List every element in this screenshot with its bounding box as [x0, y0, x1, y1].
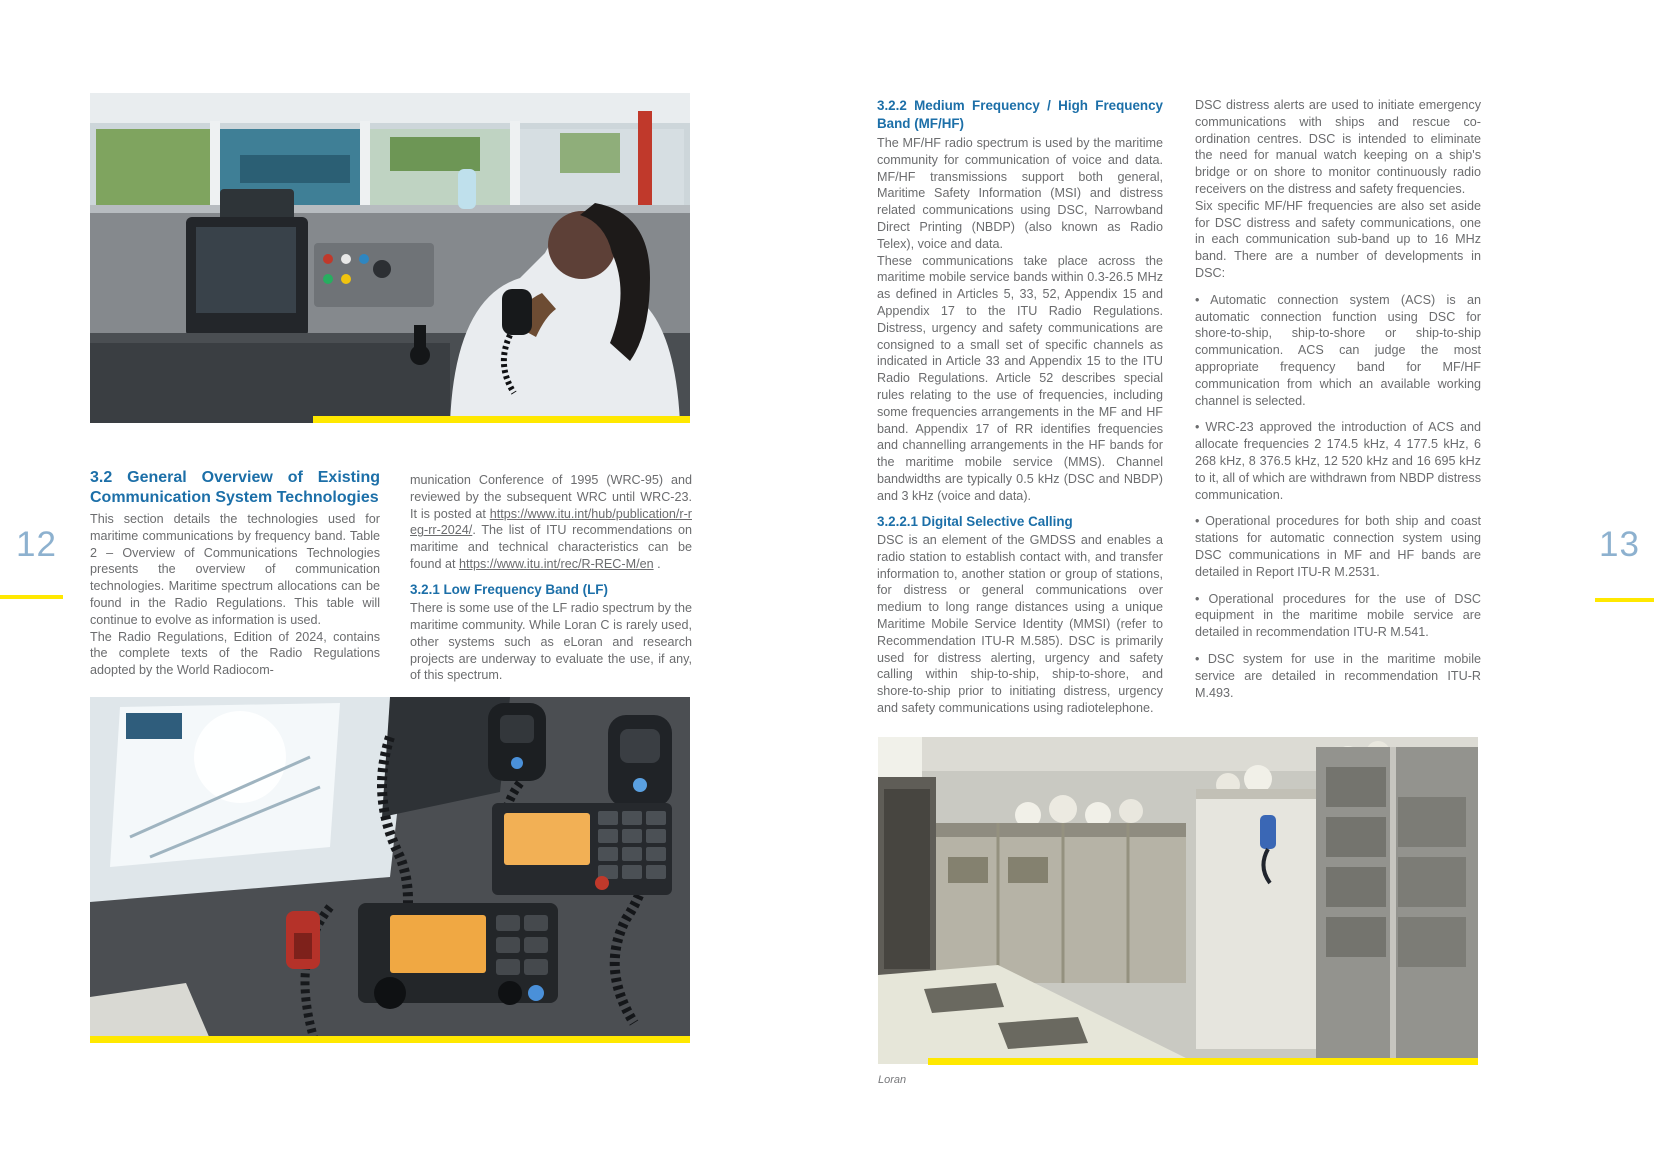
yellow-accent-bar [928, 1058, 1478, 1065]
itu-recommendations-link[interactable]: https://www.itu.int/rec/R-REC-M/en [459, 556, 654, 571]
body-paragraph: DSC distress alerts are used to initiate emergency communications with ships and rescue co-ordination centres. DSC is intended to eliminate the need for manual watch keeping on a ship's bridge or on shore to monitor continuously radio receivers on the distress and safety frequencies. [1195, 98, 1481, 196]
body-paragraph: This section details the technologies used for maritime communications by frequency band. Table 2 – Overview of Communications Technologies presents the overview of communication technologies. Maritime spectrum allocations can be found in the Radio Regulations. This table will continue to evolve as information is used. [90, 512, 380, 627]
bullet-item: • Operational procedures for the use of DSC equipment in the maritime mobile service are detailed in recommendation ITU-R M.541. [1195, 591, 1481, 640]
loran-station-photo [878, 737, 1478, 1064]
page-number-left: 12 [16, 525, 57, 564]
body-paragraph: DSC is an element of the GMDSS and enables a radio station to establish contact with, and transfer information to, another station or group of stations, for distress or general communications over medium to long range distances using a unique Maritime Mobile Service Identity (MMSI) (refer to Recommendation ITU-R M.585). DSC is primarily used for distress alerting, urgency and safety calling within ship-to-ship, ship-to-shore, and shore-to-ship prior to initiating distress, urgency and safety communications using radiotelephone. [877, 533, 1163, 715]
photo-caption: Loran [878, 1074, 907, 1086]
paragraph-text: . [653, 556, 661, 571]
page-number-rule-right [1595, 598, 1654, 602]
ship-bridge-photo [90, 93, 690, 423]
itu-regulations-link[interactable]: https://www.itu.int/hub/publication/r-reg-rr-2024/ [410, 506, 692, 538]
page-number-right: 13 [1599, 525, 1640, 564]
paragraph-text: . The list of ITU recommendations on maritime and technical characteristics can be found at [410, 523, 692, 571]
paragraph-text: munication Conference of 1995 (WRC-95) and reviewed by the subsequent WRC until WRC-23. It is posted at [410, 473, 692, 521]
bullet-item: • Operational procedures for both ship and coast stations for automatic connection system using DSC communications in MF and HF bands are detailed in Report ITU-R M.2531. [1195, 514, 1481, 579]
left-page-column-2 [410, 472, 692, 684]
subsection-heading-mfhf: 3.2.2 Medium Frequency / High Frequency Band (MF/HF) [877, 98, 1163, 131]
yellow-accent-bar [90, 1036, 690, 1043]
subsection-heading-dsc: 3.2.2.1 Digital Selective Calling [877, 513, 1073, 529]
bullet-item: • DSC system for use in the maritime mobile service are detailed in recommendation ITU-R M.493. [1195, 651, 1481, 700]
marine-radio-equipment-photo [90, 697, 690, 1039]
bullet-item: • WRC-23 approved the introduction of ACS and allocate frequencies 2 174.5 kHz, 4 177.5 kHz, 6 268 kHz, 8 376.5 kHz, 12 520 kHz and 16 695 kHz to it, all of which are withdrawn from NBDP distress communication. [1195, 420, 1481, 502]
body-paragraph [410, 472, 692, 573]
yellow-accent-bar [313, 416, 690, 423]
subsection-heading-lf: 3.2.1 Low Frequency Band (LF) [410, 581, 608, 597]
body-paragraph: These communications take place across the maritime mobile service bands within 0.3-26.5 MHz as defined in Articles 5, 33, 52, Appendix 15 and Appendix 17 to the ITU Radio Regulations. Distress, urgency and safety communications are consigned to a small set of specific channels as indicated in Article 33 and Appendix 15 to the ITU Radio Regulations. Article 52 describes special rules relating to the use of frequencies, including some frequencies arrangements in the MF and HF band. Appendix 17 of RR identifies frequencies and channelling arrangements in the HF bands for the maritime mobile service (MMS). Channel bandwidths are typically 0.5 kHz (DSC and NBDP) and 3 kHz (voice and data). [877, 253, 1163, 503]
body-paragraph: The Radio Regulations, Edition of 2024, contains the complete texts of the Radio Regulations adopted by the World Radiocom- [90, 629, 380, 678]
bullet-item: • Automatic connection system (ACS) is an automatic connection function using DSC for shore-to-ship, ship-to-shore or ship-to-ship communication. ACS can judge the most appropriate frequency band for MF/HF communication from which an available working channel is selected. [1195, 292, 1481, 408]
section-heading: 3.2 General Overview of Existing Communication System Technologies [90, 469, 380, 506]
body-paragraph: Six specific MF/HF frequencies are also set aside for DSC distress and safety communications, one in each communication sub-band up to 16 MHz band. There are a number of developments in DSC: [1195, 198, 1481, 280]
right-page-column-1 [877, 97, 1163, 717]
page-number-rule-left [0, 595, 63, 599]
body-paragraph: There is some use of the LF radio spectrum by the maritime community. While Loran C is rarely used, other systems such as eLoran and research projects are underway to evaluate the use, if any, of this spectrum. [410, 601, 692, 683]
left-page-column-1 [90, 468, 380, 679]
body-paragraph: The MF/HF radio spectrum is used by the maritime community for communication of voice and data. MF/HF transmissions support both general, Maritime Safety Information (MSI) and distress related communications using DSC, Narrowband Direct Printing (NBDP) (also known as Radio Telex), voice and data. [877, 136, 1163, 251]
right-page-column-2 [1195, 97, 1481, 701]
